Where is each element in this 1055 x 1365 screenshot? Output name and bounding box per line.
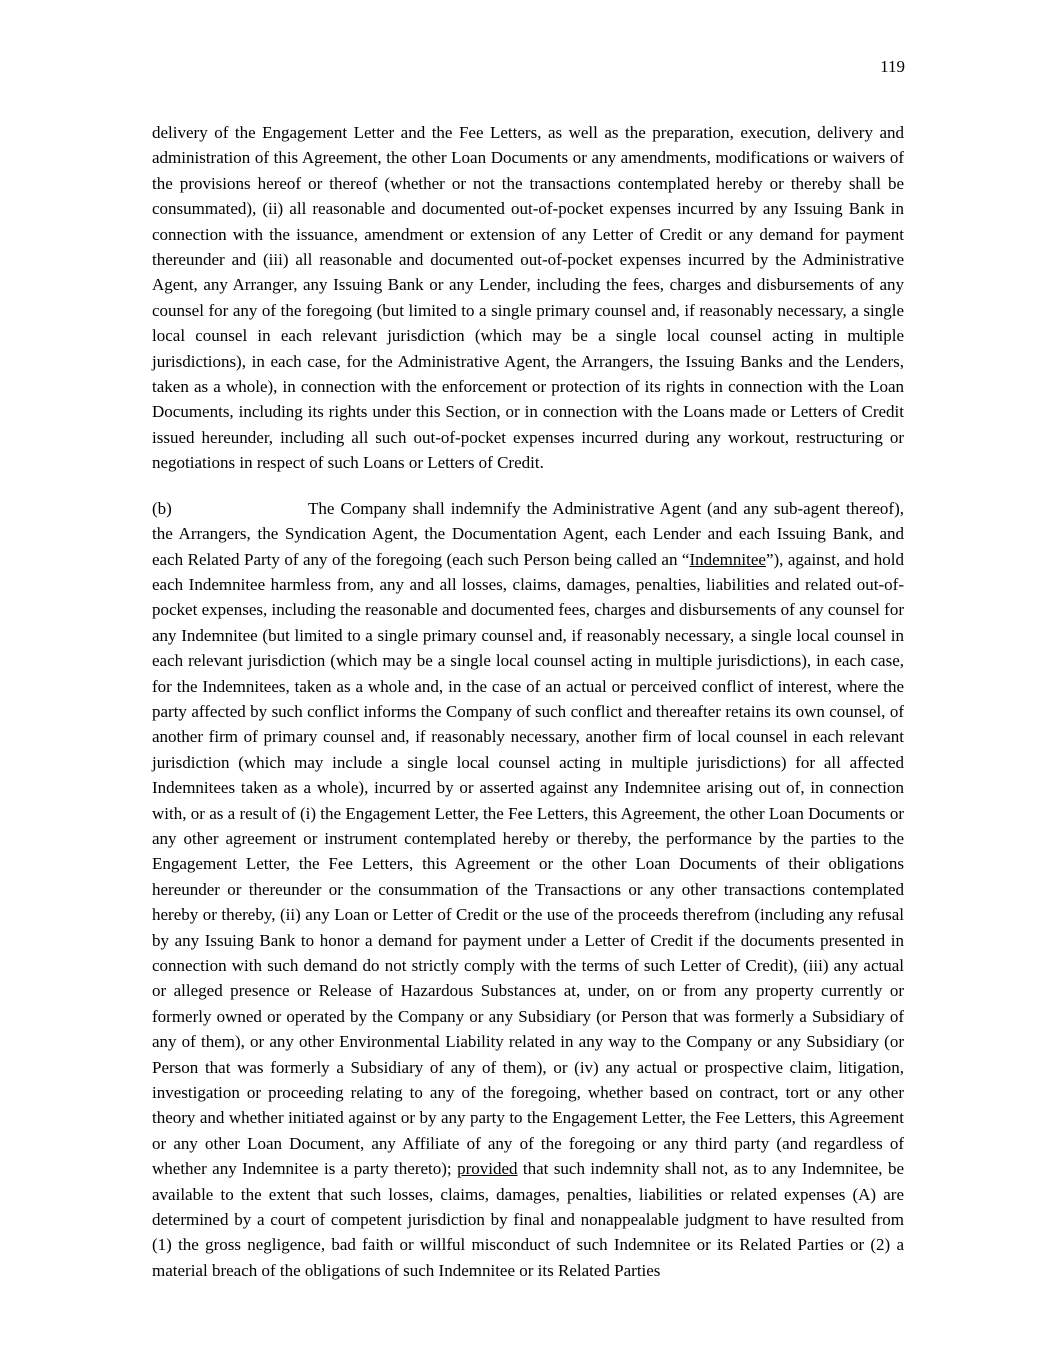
page-content: [152, 120, 904, 1283]
paragraph-b-middle: ”), against, and hold each Indemnitee harmless from, any and all losses, claims, damages, penalties, liabilities and related out-of-pocket expenses, including the reasonable and documented fees, charges and disbursements of any counsel for any Indemnitee (but limited to a single primary counsel and, if reasonably necessary, a single local counsel in each relevant jurisdiction (which may be a single local counsel acting in multiple jurisdictions), in each case, for the Indemnitees, taken as a whole and, in the case of an actual or perceived conflict of interest, where the party affected by such conflict informs the Company of such conflict and thereafter retains its own counsel, of another firm of primary counsel and, if reasonably necessary, another firm of local counsel in each relevant jurisdiction (which may include a single local counsel acting in multiple jurisdictions) for all affected Indemnitees taken as a whole), incurred by or asserted against any Indemnitee arising out of, in connection with, or as a result of (i) the Engagement Letter, the Fee Letters, this Agreement, the other Loan Documents or any other agreement or instrument contemplated hereby or thereby, the performance by the parties to the Engagement Letter, the Fee Letters, this Agreement or the other Loan Documents of their obligations hereunder or thereunder or the consummation of the Transactions or any other transactions contemplated hereby or thereby, (ii) any Loan or Letter of Credit or the use of the proceeds therefrom (including any refusal by any Issuing Bank to honor a demand for payment under a Letter of Credit if the documents presented in connection with such demand do not strictly comply with the terms of such Letter of Credit), (iii) any actual or alleged presence or Release of Hazardous Substances at, under, on or from any property currently or formerly owned or operated by the Company or any Subsidiary (or Person that was formerly a Subsidiary of any of them), or any other Environmental Liability related in any way to the Company or any Subsidiary (or Person that was formerly a Subsidiary of any of them), or (iv) any actual or prospective claim, litigation, investigation or proceeding relating to any of the foregoing, whether based on contract, tort or any other theory and whether initiated against or by any party to the Engagement Letter, the Fee Letters, this Agreement or any other Loan Document, any Affiliate of any of the foregoing or any third party (and regardless of whether any Indemnitee is a party thereto);: [152, 549, 904, 1179]
defined-term-provided: provided: [457, 1159, 518, 1179]
defined-term-indemnitee: Indemnitee: [689, 549, 766, 569]
paragraph-b-tail: that such indemnity shall not, as to any Indemnitee, be available to the extent that such losses, claims, damages, penalties, liabilities or related expenses (A) are determined by a court of competent jurisdiction by final and nonappealable judgment to have resulted from (1) the gross negligence, bad faith or willful misconduct of such Indemnitee or its Related Parties or (2) a material breach of the obligations of such Indemnitee or its Related Parties: [152, 1159, 904, 1280]
paragraph-b: [152, 496, 904, 1284]
paragraph-continued: delivery of the Engagement Letter and the Fee Letters, as well as the preparation, execution, delivery and administration of this Agreement, the other Loan Documents or any amendments, modifications or waivers of the provisions hereof or thereof (whether or not the transactions contemplated hereby or thereby shall be consummated), (ii) all reasonable and documented out-of-pocket expenses incurred by any Issuing Bank in connection with the issuance, amendment or extension of any Letter of Credit or any demand for payment thereunder and (iii) all reasonable and documented out-of-pocket expenses incurred by the Administrative Agent, any Arranger, any Issuing Bank or any Lender, including the fees, charges and disbursements of any counsel for any of the foregoing (but limited to a single primary counsel and, if reasonably necessary, a single local counsel in each relevant jurisdiction (which may be a single local counsel acting in multiple jurisdictions), in each case, for the Administrative Agent, the Arrangers, the Issuing Banks and the Lenders, taken as a whole), in connection with the enforcement or protection of its rights in connection with the Loan Documents, including its rights under this Section, or in connection with the Loans made or Letters of Credit issued hereunder, including all such out-of-pocket expenses incurred during any workout, restructuring or negotiations in respect of such Loans or Letters of Credit.: [152, 123, 904, 473]
paragraph-b-lead: The Company shall indemnify the Administrative Agent (and any sub-agent thereof), the Arrangers, the Syndication Agent, the Documentation Agent, each Lender and each Issuing Bank, and each Related Party of any of the foregoing (each such Person being called an “: [152, 498, 904, 569]
paragraph-b-label: (b): [152, 498, 172, 518]
page-number: 119: [880, 57, 905, 76]
